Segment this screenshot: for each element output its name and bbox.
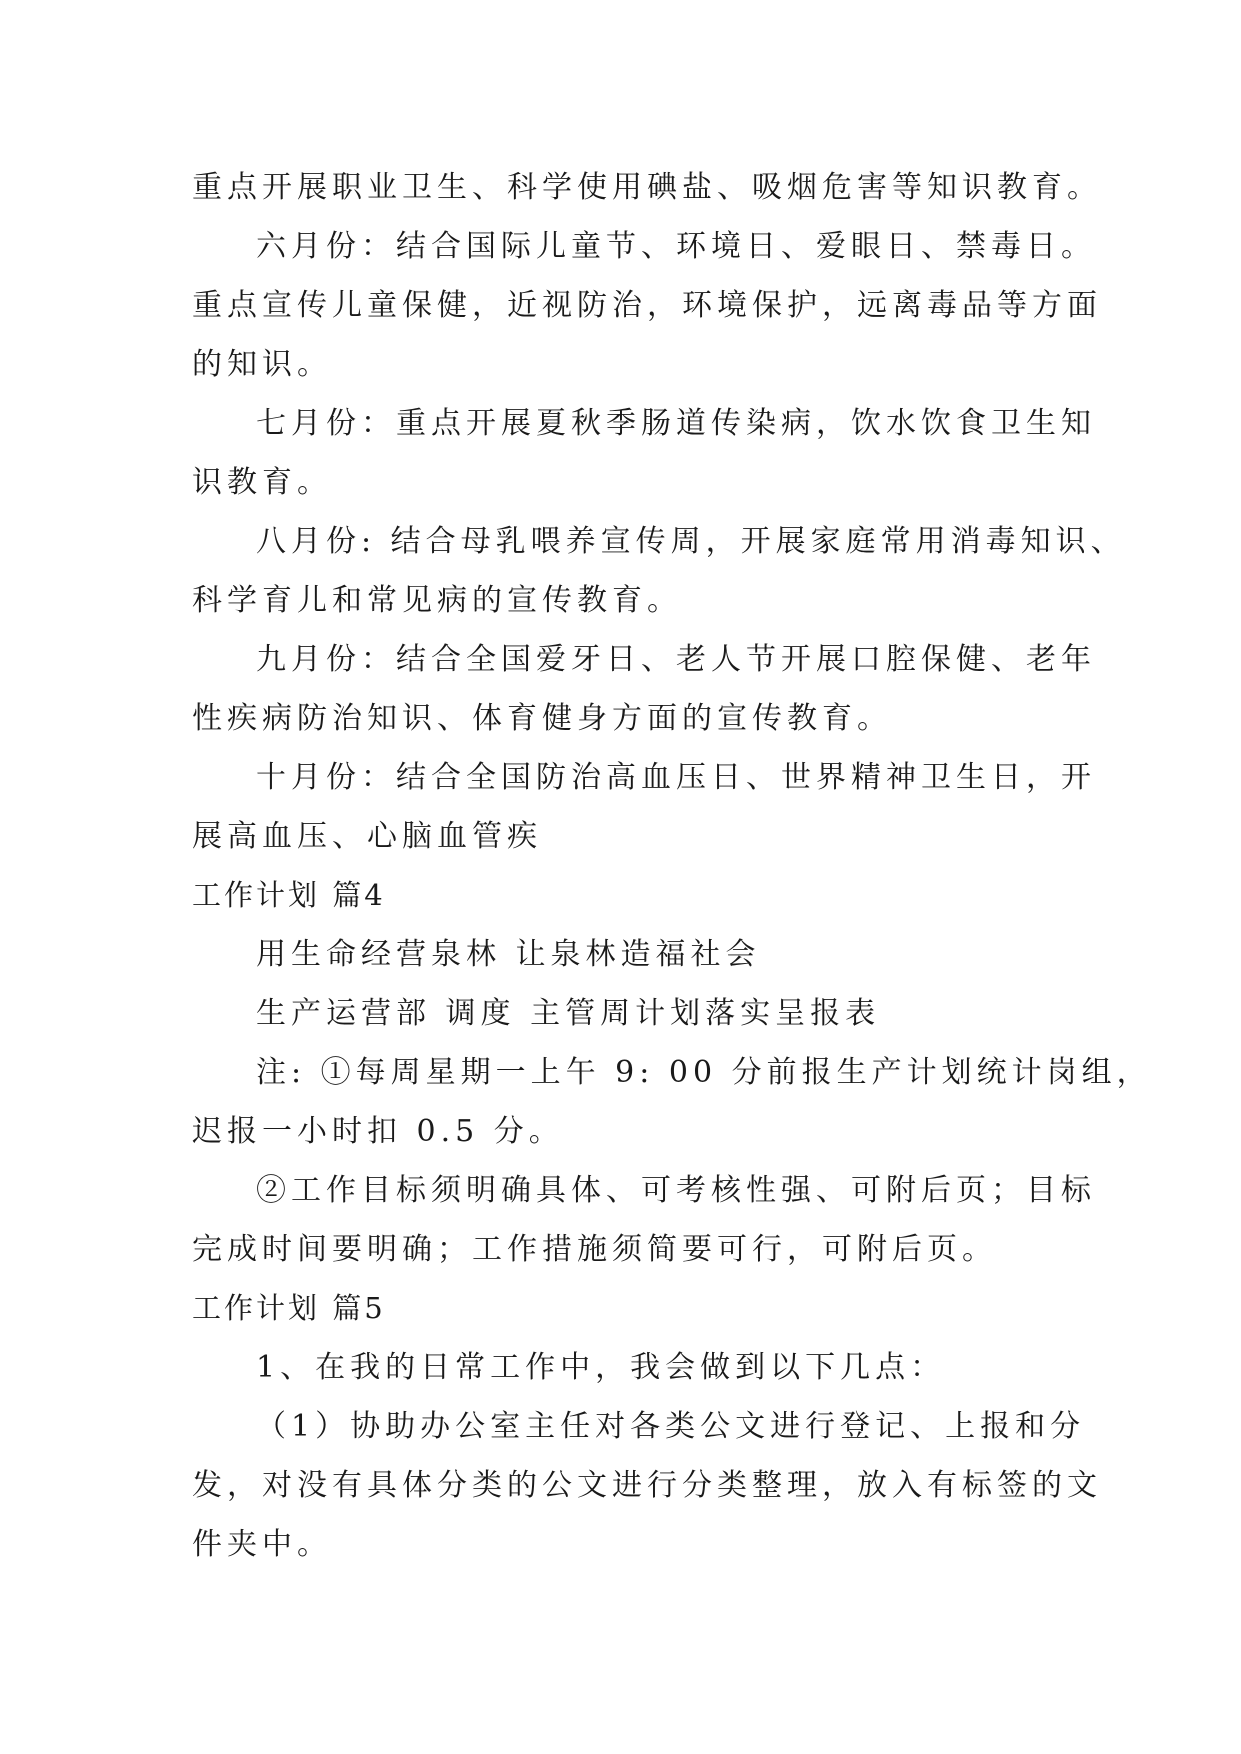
section-heading: 工作计划 篇4 bbox=[192, 878, 386, 912]
text-line: 八月份: 结合母乳喂养宣传周，开展家庭常用消毒知识、 bbox=[256, 524, 1126, 559]
text-line: 重点开展职业卫生、科学使用碘盐、吸烟危害等知识教育。 bbox=[192, 170, 1102, 205]
text-line: 注: ①每周星期一上午 9: 00 分前报生产计划统计岗组， bbox=[256, 1055, 1152, 1090]
text-line: 迟报一小时扣 0.5 分。 bbox=[192, 1114, 564, 1149]
text-line: 的知识。 bbox=[192, 347, 332, 382]
section-heading: 工作计划 篇5 bbox=[192, 1291, 386, 1325]
text-line: 展高血压、心脑血管疾 bbox=[192, 819, 542, 854]
text-line: 六月份：结合国际儿童节、环境日、爱眼日、禁毒日。 bbox=[256, 229, 1096, 264]
text-line: 七月份：重点开展夏秋季肠道传染病，饮水饮食卫生知 bbox=[256, 406, 1096, 441]
document-body bbox=[192, 158, 1152, 1574]
text-line: 重点宣传儿童保健，近视防治，环境保护，远离毒品等方面 bbox=[192, 288, 1102, 323]
text-line: ②工作目标须明确具体、可考核性强、可附后页；目标 bbox=[256, 1173, 1096, 1208]
text-line: 件夹中。 bbox=[192, 1527, 332, 1562]
text-line: 性疾病防治知识、体育健身方面的宣传教育。 bbox=[192, 701, 892, 736]
text-line: 科学育儿和常见病的宣传教育。 bbox=[192, 583, 682, 618]
text-line: 九月份：结合全国爱牙日、老人节开展口腔保健、老年 bbox=[256, 642, 1096, 677]
text-line: 识教育。 bbox=[192, 465, 332, 500]
text-line: 发，对没有具体分类的公文进行分类整理，放入有标签的文 bbox=[192, 1468, 1102, 1503]
text-line: 十月份：结合全国防治高血压日、世界精神卫生日，开 bbox=[256, 760, 1096, 795]
text-line: 生产运营部 调度 主管周计划落实呈报表 bbox=[256, 996, 881, 1031]
text-line: 1、在我的日常工作中，我会做到以下几点： bbox=[256, 1350, 946, 1385]
text-line: （1）协助办公室主任对各类公文进行登记、上报和分 bbox=[256, 1409, 1086, 1444]
document-page bbox=[192, 158, 1152, 1574]
text-line: 完成时间要明确；工作措施须简要可行，可附后页。 bbox=[192, 1232, 997, 1267]
text-line: 用生命经营泉林 让泉林造福社会 bbox=[256, 937, 761, 972]
